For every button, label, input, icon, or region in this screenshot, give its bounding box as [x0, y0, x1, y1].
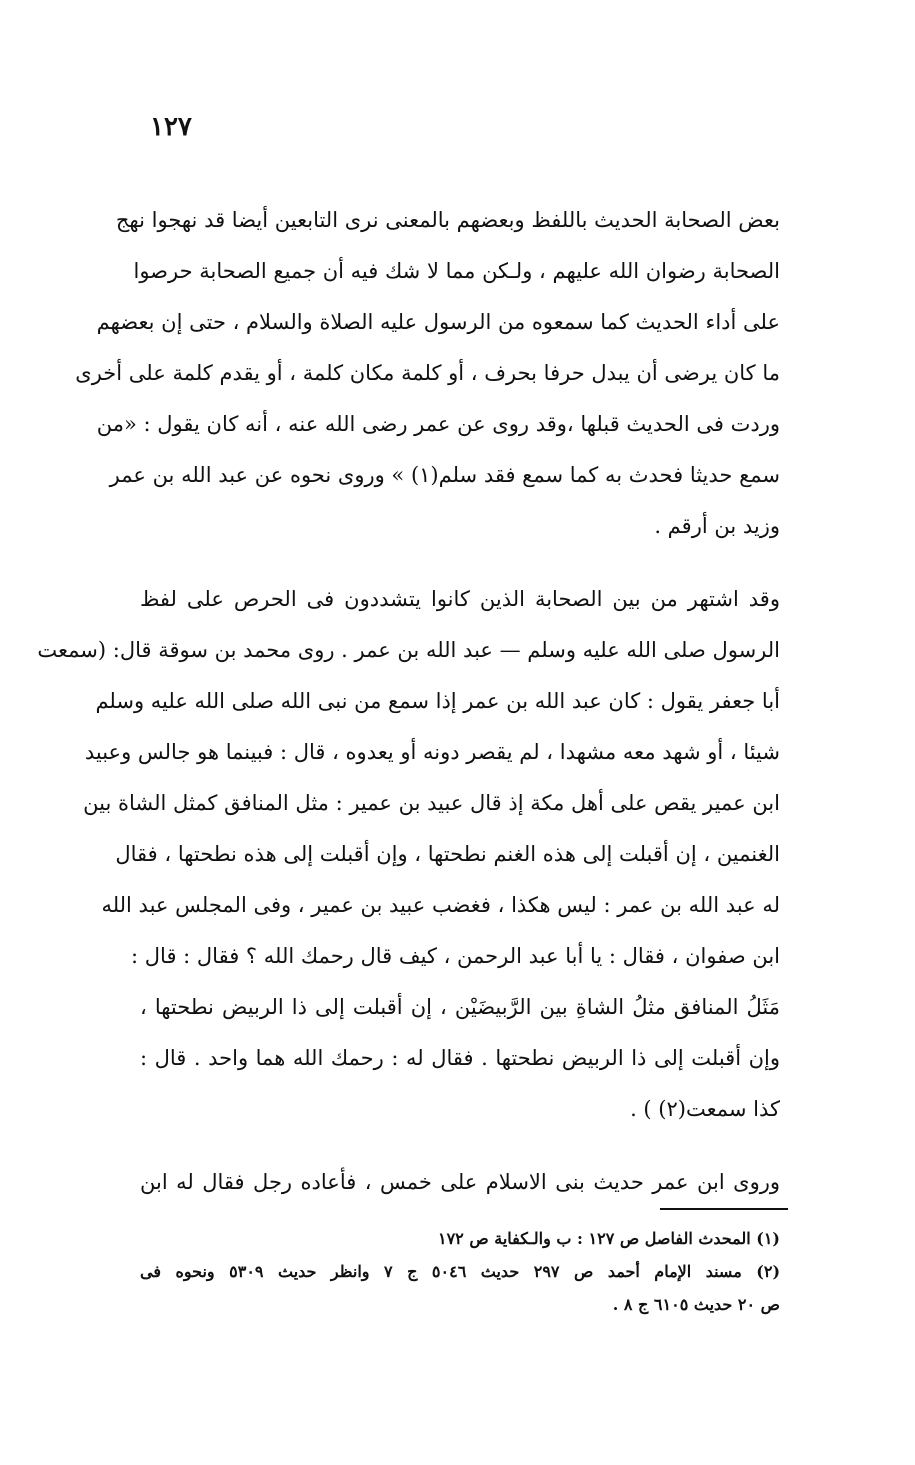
footnote-line: (١) المحدث الفاصل ص ١٢٧ : ب والـكفاية ص ١٧٢ [437, 1229, 780, 1248]
paragraph-gap [140, 1135, 780, 1157]
page-number: ١٢٧ [150, 112, 192, 142]
footnotes [140, 1222, 780, 1321]
text-line: سمع حديثا فحدث به كما سمع فقد سلم(١) » وروى نحوه عن عبد الله بن عمر [109, 463, 780, 487]
text-line: ما كان يرضى أن يبدل حرفا بحرف ، أو كلمة مكان كلمة ، أو يقدم كلمة على أخرى [75, 361, 780, 385]
text-line: له عبد الله بن عمر : ليس هكذا ، فغضب عبيد بن عمير ، وفى المجلس عبد الله [101, 893, 780, 917]
text-line: مَثَلُ المنافق مثلُ الشاةِ بين الرَّبيضَيْن ، إن أقبلت إلى ذا الربيض نطحتها ، [140, 995, 780, 1019]
text-line: وردت فى الحديث قبلها ،وقد روى عن عمر رضى الله عنه ، أنه كان يقول : «من [96, 412, 780, 436]
text-line: وزيد بن أرقم . [654, 514, 780, 538]
footnote-divider [660, 1208, 788, 1210]
text-line: وروى ابن عمر حديث بنى الاسلام على خمس ، فأعاده رجل فقال له ابن [140, 1170, 780, 1194]
text-line: الصحابة رضوان الله عليهم ، ولـكن مما لا شك فيه أن جميع الصحابة حرصوا [133, 259, 780, 283]
text-line: وقد اشتهر من بين الصحابة الذين كانوا يتشددون فى الحرص على لفظ [140, 587, 780, 611]
text-line: ابن صفوان ، فقال : يا أبا عبد الرحمن ، كيف قال رحمك الله ؟ فقال : قال : [131, 944, 780, 968]
text-line: على أداء الحديث كما سمعوه من الرسول عليه الصلاة والسلام ، حتى إن بعضهم [96, 310, 780, 334]
text-line: أبا جعفر يقول : كان عبد الله بن عمر إذا سمع من نبى الله صلى الله عليه وسلم [95, 689, 780, 713]
text-line: الغنمين ، إن أقبلت إلى هذه الغنم نطحتها ، وإن أقبلت إلى هذه نطحتها ، فقال [115, 842, 780, 866]
text-line: ابن عمير يقص على أهل مكة إذ قال عبيد بن عمير : مثل المنافق كمثل الشاة بين [83, 791, 780, 815]
text-line: الرسول صلى الله عليه وسلم — عبد الله بن عمر . روى محمد بن سوقة قال: (سمعت [37, 638, 780, 662]
text-line: وإن أقبلت إلى ذا الربيض نطحتها . فقال له : رحمك الله هما واحد . قال : [140, 1046, 780, 1070]
text-line: بعض الصحابة الحديث باللفظ وبعضهم بالمعنى نرى التابعين أيضا قد نهجوا نهج [115, 208, 780, 232]
footnote-line: (٢) مسند الإمام أحمد ص ٢٩٧ حديث ٥٠٤٦ ج ٧ وانظر حديث ٥٣٠٩ ونحوه فى [140, 1262, 781, 1281]
footnote-line: ص ٢٠ حديث ٦١٠٥ ج ٨ . [612, 1295, 780, 1314]
main-text [37, 195, 780, 1208]
text-line: شيئا ، أو شهد معه مشهدا ، لم يقصر دونه أو يعدوه ، قال : فبينما هو جالس وعبيد [84, 740, 780, 764]
paragraph-gap [140, 552, 780, 574]
text-line: كذا سمعت(٢) ) . [630, 1097, 780, 1121]
